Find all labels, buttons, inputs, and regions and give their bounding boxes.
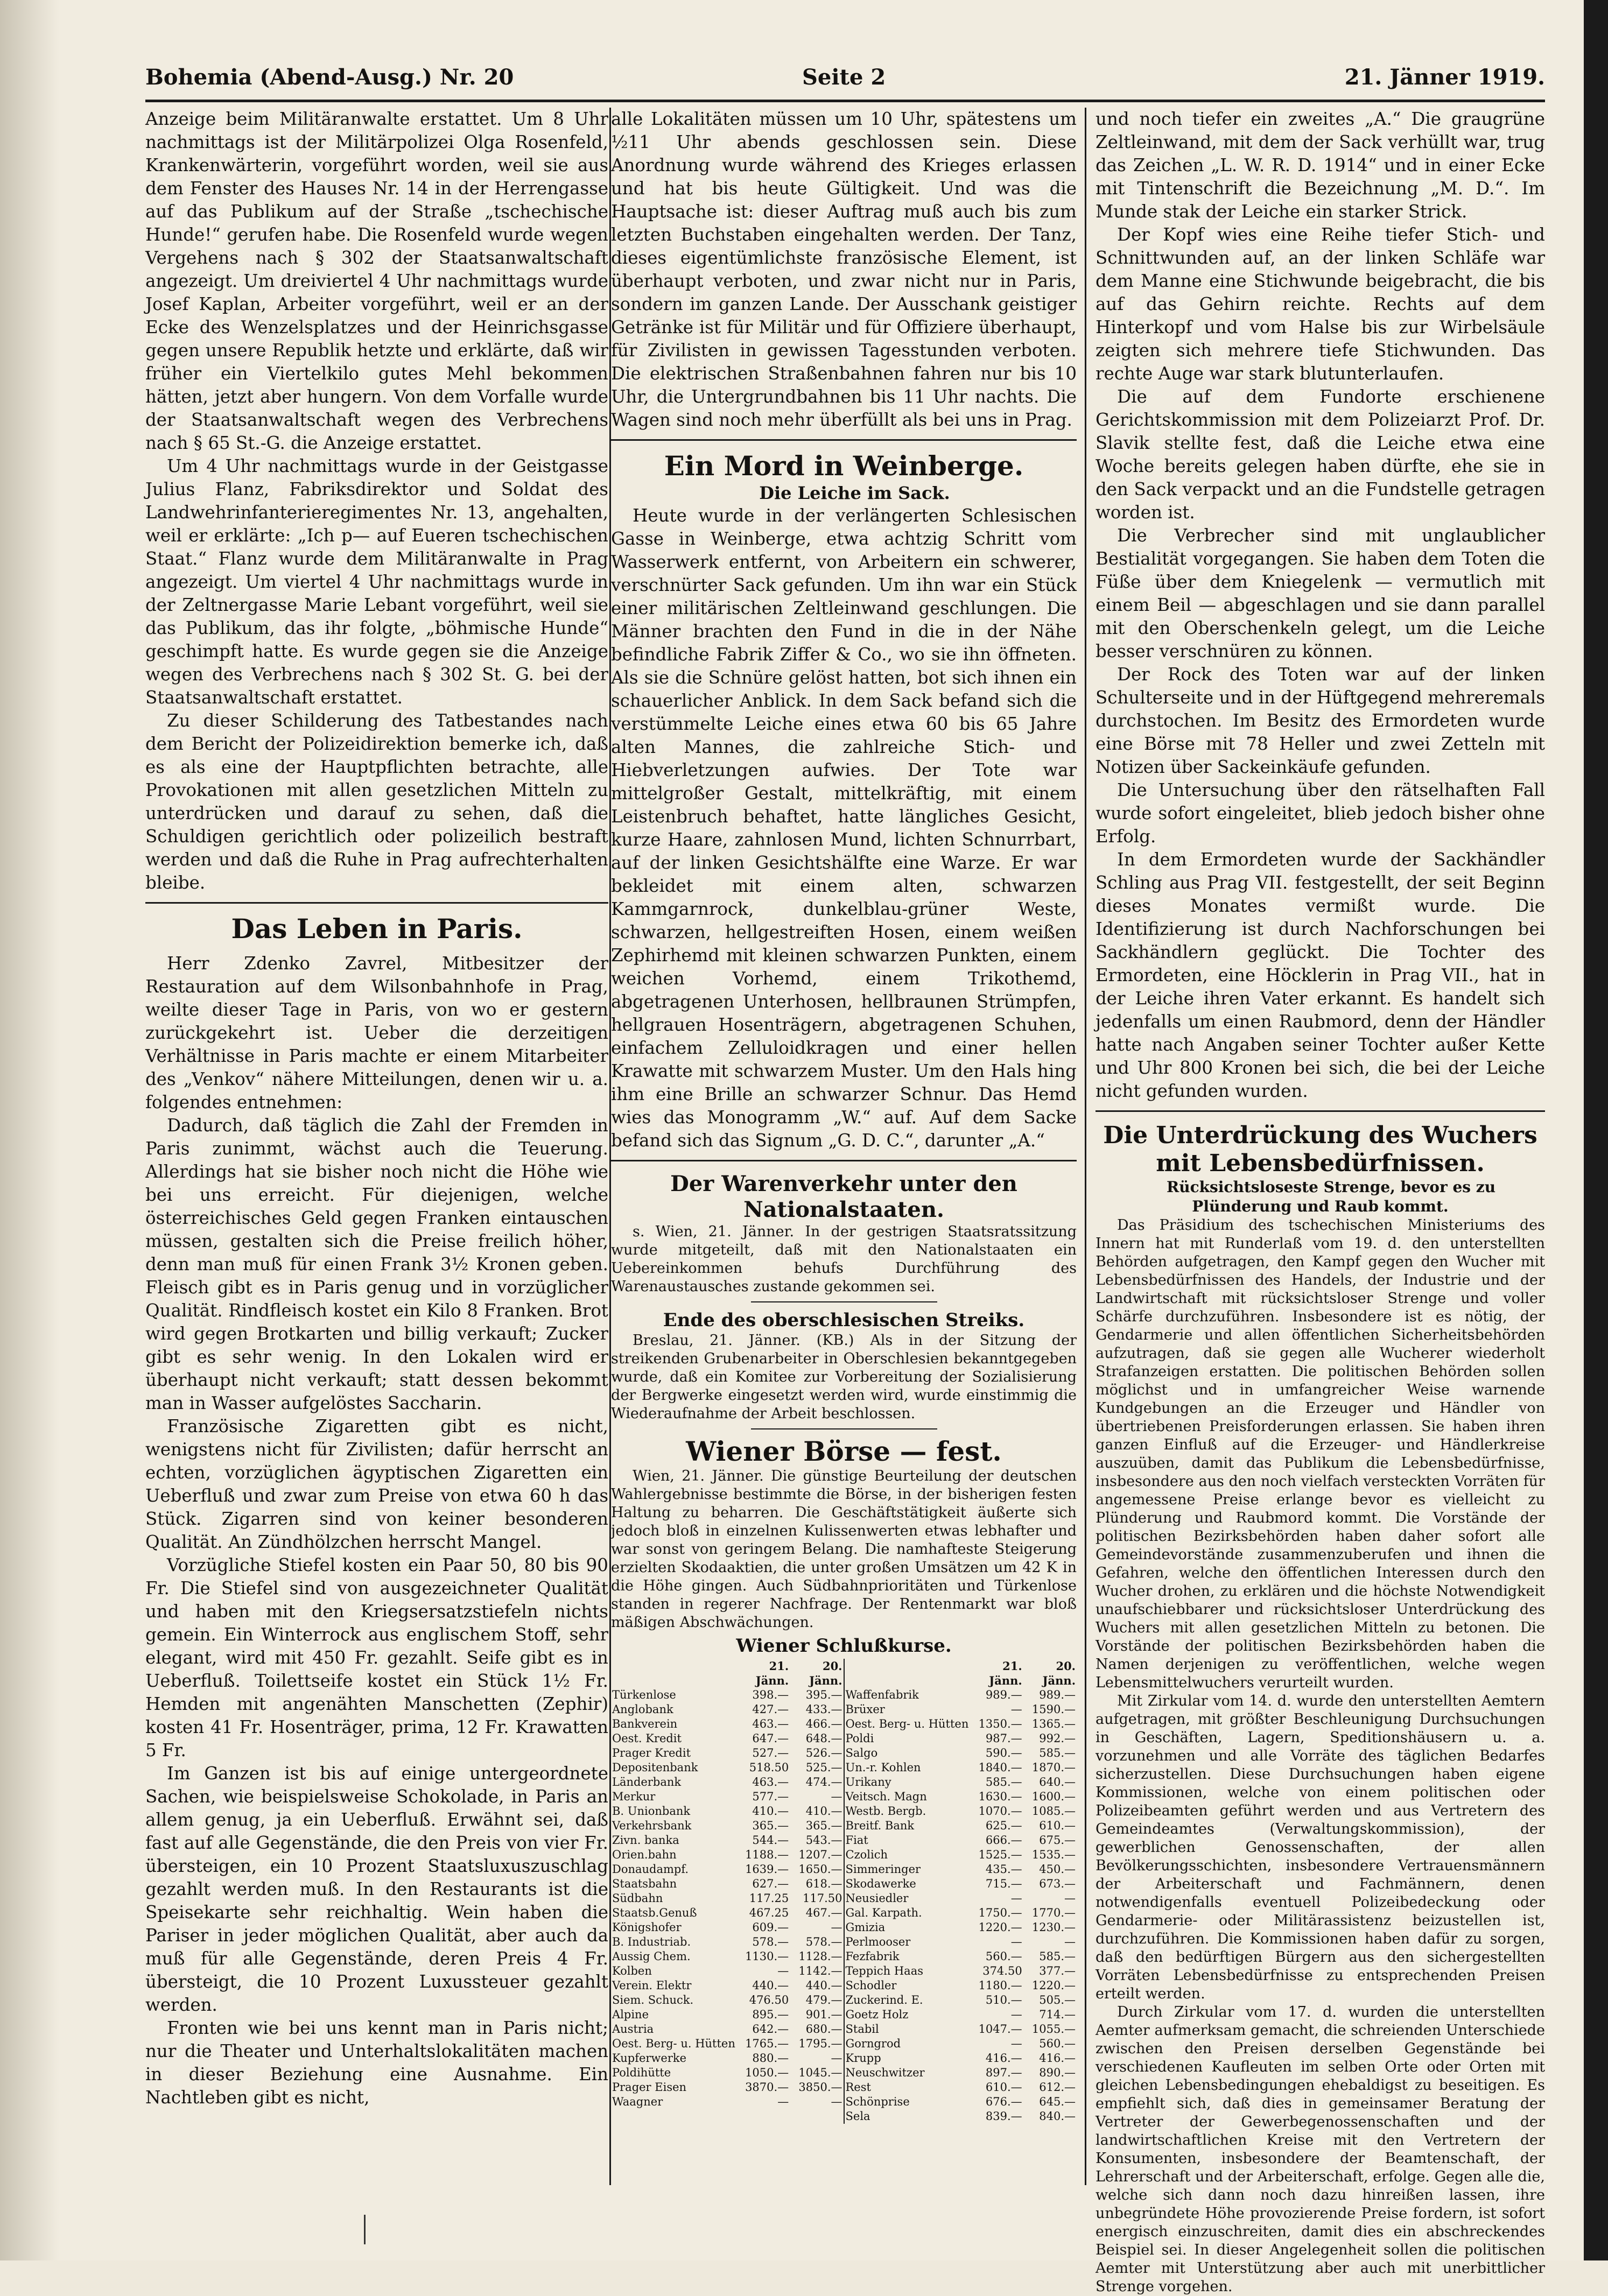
article-paragraph: Das Präsidium des tschechischen Ministeriums des Innern hat mit Runderlaß vom 19. d. den unterstellten Behörden aufgetragen, den Kampf gegen den Wucher mit Lebensbedürfnissen des Handels, der Industrie und der Landwirtschaft mit rücksichtsloser Strenge und voller Schärfe durchzuführen. Insbesondere ist es nötig, der Gendarmerie und allen öffentlichen Sicherheitsbehörden aufzutragen, daß sie gegen alle Wucherer wiederholt Strafanzeigen erstatten. Die politischen Behörden sollen möglichst und in umfangreicher Weise warnende Kundgebungen an die Erzeuger und Händler von übertriebenen Preisforderungen erlassen. Sie haben ihren ganzen Einfluß auf die Erzeuger- und Händlerkreise auszuüben, damit das Publikum die Lebensbedürfnisse, insbesondere aus den noch vielfach versteckten Vorräten für angemessene Preise erlange bevor es vielleicht zu Plünderung und Raubmord kommt. Die Vorstände der politischen Bezirksbehörden haben daher sofort alle Gemeindevorstände zusammenzuberufen und ihnen die Gefahren, welche den öffentlichen Interessen durch den Wucher drohen, zu erklären und die höchste Notwendigkeit unaufschiebbarer und rücksichtsloser Unterdrückung des Wuchers mit allen gesetzlichen Mitteln zu betonen. Die Vorstände der politischen Bezirksbehörden haben die Namen derjenigen zu veröffentlichen, welche wegen Lebensmittelwuchers verurteilt wurden. [1096, 1217, 1545, 1691]
article-paragraph: Französische Zigaretten gibt es nicht, wenigstens nicht für Zivilisten; dafür herrscht an echten, vorzüglichen ägyptischen Zigaretten ein Ueberfluß und zwar zum Preise von etwa 60 h das Stück. Zigarren sind von keiner besonderen Qualität. An Zündhölzchen herrscht Mangel. [145, 1416, 608, 1552]
table-row [611, 2051, 1077, 2066]
table-cell: 510.— [985, 1994, 1022, 2006]
table-row [611, 1790, 1077, 1804]
table-row [611, 2109, 1077, 2124]
table-cell: Depositenbank [612, 1761, 698, 1774]
table-cell: Kupferwerke [612, 2052, 687, 2065]
table-cell: 839.— [985, 2110, 1022, 2123]
table-cell: 714.— [1039, 2008, 1076, 2021]
article-separator [1096, 1110, 1545, 1112]
subheadline-usury: Rücksichtsloseste Strenge, bevor es zu Plünderung und Raub kommt. [1166, 1178, 1496, 1215]
table-cell: 1795.— [798, 2037, 842, 2050]
table-cell: 1350.— [978, 1717, 1022, 1730]
table-cell: 578.— [805, 1935, 842, 1948]
article-paragraph: alle Lokalitäten müssen um 10 Uhr, spätestens um ½11 Uhr abends geschlossen sein. Diese Anordnung wurde während des Krieges erlassen und hat bis heute Gültigkeit. Und was die Hauptsache ist: dieser Auftrag muß auch bis zum letzten Buchstaben eingehalten werden. Der Tanz, dieses eigentümlichste französische Element, ist überhaupt verboten, und zwar nicht nur in Paris, sondern im ganzen Lande. Der Ausschank geistiger Getränke ist für Militär und für Offiziere überhaupt, für Zivilisten in gewissen Tagesstunden verboten. Die elektrischen Straßenbahnen fahren nur bis 10 Uhr, die Untergrundbahnen bis 11 Uhr nachts. Die Wagen sind noch mehr überfüllt als bei uns in Prag. [611, 109, 1077, 430]
table-cell: 897.— [985, 2066, 1022, 2079]
table-cell: Zivn. banka [612, 1834, 679, 1847]
table-cell: 466.— [805, 1717, 842, 1730]
table-cell: Türkenlose [612, 1688, 676, 1701]
table-row [611, 1877, 1077, 1891]
table-cell: 1525.— [978, 1848, 1022, 1861]
table-cell: 479.— [805, 1994, 842, 2006]
header-publication: Bohemia (Abend-Ausg.) Nr. 20 [145, 65, 514, 90]
table-cell: 645.— [1039, 2095, 1076, 2108]
table-row [611, 1848, 1077, 1862]
table-cell: 560.— [1039, 2037, 1076, 2050]
table-cell: Merkur [612, 1790, 656, 1803]
table-cell: Rest [844, 2080, 970, 2095]
article-paragraph: Zu dieser Schilderung des Tatbestandes nach dem Bericht der Polizeidirektion bemerke ich, daß es als eine der Hauptpflichten betrachte, alle Provokationen mit allen gesetzlichen Mitteln zu unterdrücken und darauf zu sehen, daß die Schuldigen gerichtlich oder polizeilich bestraft werden und daß die Ruhe in Prag aufrechterhalten bleibe. [145, 710, 608, 893]
table-cell: Westb. Bergb. [844, 1804, 970, 1819]
table-header-cell: 21. Jänn. [989, 1659, 1022, 1687]
table-cell: 365.— [752, 1819, 789, 1832]
table-row [611, 1891, 1077, 1906]
table-cell: 410.— [752, 1805, 789, 1818]
table-cell: 560.— [985, 1950, 1022, 1963]
table-cell: Alpine [612, 2008, 649, 2021]
table-cell: 1840.— [978, 1761, 1022, 1774]
table-cell: 526.— [805, 1746, 842, 1759]
table-row [611, 1775, 1077, 1790]
table-cell: Aussig Chem. [612, 1950, 691, 1963]
table-cell: 435.— [985, 1863, 1022, 1876]
stock-quotes-table [611, 1659, 1077, 2124]
table-cell: Neusiedler [844, 1891, 970, 1906]
table-cell: Oest. Kredit [612, 1732, 682, 1745]
table-cell: Südbahn [612, 1892, 663, 1905]
table-cell: Un.-r. Kohlen [844, 1760, 970, 1775]
table-cell: 666.— [985, 1834, 1022, 1847]
table-row [611, 1804, 1077, 1819]
scan-mark [364, 2215, 366, 2244]
table-cell: 117.25 [749, 1892, 789, 1905]
table-row [611, 1717, 1077, 1731]
table-cell: 544.— [752, 1834, 789, 1847]
table-cell: 647.— [752, 1732, 789, 1745]
table-row [611, 1760, 1077, 1775]
table-cell: 440.— [805, 1979, 842, 1992]
header-rule [145, 100, 1545, 102]
table-cell: 840.— [1039, 2110, 1076, 2123]
table-cell: — [1010, 2037, 1022, 2050]
table-cell: 467.25 [749, 1906, 789, 1919]
table-cell: Verein. Elektr [612, 1979, 692, 1992]
table-cell: 1220.— [1031, 1979, 1076, 1992]
table-cell: 525.— [805, 1761, 842, 1774]
table-cell: 673.— [1039, 1877, 1076, 1890]
table-row [611, 2095, 1077, 2109]
article-paragraph: Die Verbrecher sind mit unglaublicher Bestialität vorgegangen. Sie haben dem Toten die Füße über dem Kniegelenk — vermutlich mit einem Beil — abgeschlagen und sie dann parallel mit den Oberschenkeln gelegt, um die Leiche besser verschnüren zu können. [1096, 525, 1545, 661]
article-paragraph: Dadurch, daß täglich die Zahl der Fremden in Paris zunimmt, wächst auch die Teuerung. Allerdings hat sie bisher noch nicht die Höhe wie bei uns erreicht. Für diejenigen, welche österreichisches Geld gegen Franken eintauschen müssen, gestalten sich die Preise freilich höher, denn man muß für einen Frank 3½ Kronen geben. Fleisch gibt es in Paris genug und in vorzüglicher Qualität. Rindfleisch kostet ein Kilo 8 Franken. Brot wird gegen Brotkarten und billig verkauft; Zucker gibt es sehr wenig. In den Lokalen wird er überhaupt nicht verkauft; statt dessen bekommt man in Wasser aufgelöstes Saccharin. [145, 1115, 608, 1413]
table-cell: 416.— [1039, 2052, 1076, 2065]
table-cell: Schönprise [844, 2095, 970, 2109]
article-paragraph: Anzeige beim Militäranwalte erstattet. Um 8 Uhr nachmittags ist der Militärpolizei Olga Rosenfeld, Krankenwärterin, vorgeführt worden, weil sie aus dem Fenster des Hauses Nr. 14 in der Herrengasse auf das Publikum auf der Straße „tschechische Hunde!“ gerufen habe. Die Rosenfeld wurde wegen Vergehens nach § 302 der Staatsanwaltschaft angezeigt. Um dreiviertel 4 Uhr nachmittags wurde Josef Kaplan, Arbeiter vorgeführt, weil er an der Ecke des Wenzelsplatzes und der Heinrichsgasse gegen unsere Republik hetzte und erklärte, daß wir früher ein Viertelkilo gutes Mehl bekommen hätten, jetzt aber hungern. Von dem Vorfalle wurde der Staatsanwaltschaft wegen des Verbrechens nach § 65 St.-G. die Anzeige erstattet. [145, 109, 608, 453]
table-cell: 463.— [752, 1776, 789, 1788]
headline-stock-exchange: Wiener Börse — fest. [686, 1435, 1002, 1467]
column-rule-2 [1085, 108, 1086, 2185]
table-cell: 3850.— [798, 2081, 842, 2094]
table-cell: 377.— [1039, 1964, 1076, 1977]
table-cell: Perlmooser [844, 1935, 970, 1949]
headline-usury: Die Unterdrückung des Wuchers mit Lebensbedürfnissen. [1103, 1122, 1537, 1177]
table-cell: 1639.— [745, 1863, 789, 1876]
table-cell: 1047.— [978, 2023, 1022, 2036]
table-cell: Sela [844, 2109, 970, 2124]
table-cell: Bankverein [612, 1717, 678, 1730]
table-cell: — [831, 1790, 842, 1803]
table-cell: 880.— [752, 2052, 789, 2065]
table-cell: 1590.— [1031, 1703, 1076, 1716]
table-cell: 585.— [1039, 1950, 1076, 1963]
table-cell: Brüxer [844, 1702, 970, 1717]
table-cell: Siem. Schuck. [612, 1994, 694, 2006]
table-cell: 416.— [985, 2052, 1022, 2065]
table-cell: Oest. Berg- u. Hütten [844, 1717, 970, 1731]
table-cell: 398.— [752, 1688, 789, 1701]
table-row [611, 1688, 1077, 1702]
table-header-cell: 20. Jänn. [1042, 1659, 1076, 1687]
article-separator [751, 1428, 937, 1429]
table-cell [611, 2109, 736, 2124]
table-cell: 676.— [985, 2095, 1022, 2108]
article-paragraph: Heute wurde in der verlängerten Schlesischen Gasse in Weinberge, etwa achtzig Schritt vom Wasserwerk entfernt, von Arbeitern ein schwerer, verschnürter Sack gefunden. Um ihn war ein Stück einer militärischen Zeltleinwand geschlungen. Die Männer brachten den Fund in die in der Nähe befindliche Fabrik Ziffer & Co., wo sie ihn öffneten. Als sie die Schnüre gelöst hatten, bot sich ihnen ein schauerlicher Anblick. In dem Sack befand sich die verstümmelte Leiche eines etwa 60 bis 65 Jahre alten Mannes, die zahlreiche Stich- und Hiebverletzungen aufwies. Der Tote war mittelgroßer Gestalt, mittelkräftig, mit einem Leistenbruch behaftet, hatte längliches Gesicht, kurze Haare, zahnlosen Mund, lichten Schnurrbart, auf der linken Gesichtshälfte eine Warze. Er war bekleidet mit einem alten, schwarzen Kammgarnrock, dunkelblau-grüner Weste, schwarzen, hellgestreiften Hosen, einem weißen Zephirhemd mit kleinen schwarzen Punkten, einem weichen Vorhemd, einem Trikothemd, abgetragenen Unterhosen, hellbraunen Strümpfen, hellgrauen Hosenträgern, abgetragenen Schuhen, einfachem Zelluloidkragen und einer hellen Krawatte mit schwarzem Muster. Um den Hals hing ihm eine Brille an schwarzer Schnur. Das Hemd wies das Monogramm „W.“ auf. Auf dem Sacke befand sich das Signum „G. D. C.“, darunter „A.“ [611, 505, 1077, 1151]
column-1 [145, 108, 608, 2185]
table-cell: 618.— [805, 1877, 842, 1890]
article-paragraph: In dem Ermordeten wurde der Sackhändler Schling aus Prag VII. festgestellt, der seit Beginn dieses Monates vermißt wurde. Die Identifizierung ist durch Nachforschungen bei Sackhändlern geglückt. Die Tochter des Ermordeten, eine Höcklerin in Prag VII., hat in der Leiche ihren Vater erkannt. Es handelt sich jedenfalls um einen Raubmord, denn der Händler hatte nach Angaben seiner Tochter außer Kette und Uhr 800 Kronen bei sich, die bei der Leiche nicht gefunden wurden. [1096, 849, 1545, 1101]
table-cell: 1750.— [978, 1906, 1022, 1919]
table-row [611, 1819, 1077, 1833]
table-cell: 117.50 [803, 1892, 842, 1905]
table-cell: — [1010, 1935, 1022, 1948]
table-cell: Goetz Holz [844, 2008, 970, 2022]
table-cell: 1130.— [745, 1950, 789, 1963]
table-cell: Skodawerke [844, 1877, 970, 1891]
table-cell: 895.— [752, 2008, 789, 2021]
table-row [611, 1964, 1077, 1978]
article-paragraph: s. Wien, 21. Jänner. In der gestrigen Staatsratssitzung wurde mitgeteilt, daß mit den Nationalstaaten ein Uebereinkommen behufs Durchführung des Warenaustausches zustande gekommen sei. [611, 1223, 1077, 1295]
table-cell: Kolben [612, 1964, 652, 1977]
table-cell: 715.— [985, 1877, 1022, 1890]
table-cell: Orien.bahn [612, 1848, 677, 1861]
table-cell: 610.— [985, 2081, 1022, 2094]
table-cell: 1128.— [798, 1950, 842, 1963]
table-cell: Prager Kredit [612, 1746, 691, 1759]
table-cell: — [777, 1964, 789, 1977]
article-separator [751, 1301, 937, 1302]
article-paragraph: Durch Zirkular vom 17. d. wurden die unterstellten Aemter aufmerksam gemacht, die schreienden Unterschiede zwischen den Preisen derselben Gegenstände bei verschiedenen Kaufleuten im selben Orte oder Orten mit gleichen Lebensbedingungen ehebaldigst zu beseitigen. Es empfiehlt sich, daß dies in gemeinsamer Beratung der Vertreter der Gewerbegenossenschaften und der landwirtschaftlichen Kreise mit den Vertretern der Konsumenten, insbesondere der Beamtenschaft, der Lehrerschaft und der Arbeiterschaft, erfolge. Gegen alle die, welche sich dann noch dazu hinreißen lassen, ihre unbegründete Höhe provozierende Preise fordern, ist sofort energisch einzuschreiten, damit dies ein abschreckendes Beispiel sei. In dieser Angelegenheit sollen die politischen Aemter mit Unterstützung aber auch mit unerbittlicher Strenge vorgehen. [1096, 2004, 1545, 2295]
table-cell: Königshofer [612, 1921, 682, 1934]
table-cell: 901.— [805, 2008, 842, 2021]
header-page-number: Seite 2 [802, 65, 886, 90]
table-cell: Gal. Karpath. [844, 1906, 970, 1920]
table-cell: 467.— [805, 1906, 842, 1919]
table-cell: 989.— [985, 1688, 1022, 1701]
table-row [611, 1746, 1077, 1760]
table-cell: B. Unionbank [612, 1805, 691, 1818]
table-header-cell: 21. Jänn. [755, 1659, 789, 1687]
table-cell: Schodler [844, 1978, 970, 1993]
article-paragraph: Die Untersuchung über den rätselhaften Fall wurde sofort eingeleitet, blieb jedoch bisher ohne Erfolg. [1096, 780, 1545, 847]
table-cell: 433.— [805, 1703, 842, 1716]
header-date: 21. Jänner 1919. [1344, 65, 1545, 90]
table-cell: — [777, 2095, 789, 2108]
table-cell: 1230.— [1031, 1921, 1076, 1934]
subheadline-murder: Die Leiche im Sack. [759, 483, 950, 503]
table-cell: 1055.— [1031, 2023, 1076, 2036]
article-paragraph: Im Ganzen ist bis auf einige untergeordnete Sachen, wie beispielsweise Schokolade, in Paris an allem genug, ja ein Ueberfluß. Erwähnt sei, daß fast auf alle Gegenstände, die den Preis von vier Fr. übersteigen, ein 10 Prozent Staatsluxuszuschlag gezahlt werden muß. In den Restaurants ist die Speisekarte sehr reichhaltig. Wein haben die Pariser in jeder möglichen Qualität, aber auch da muß für alle Gegenstände, deren Preis 4 Fr. übersteigt, die 10 Prozent Luxussteuer gezahlt werden. [145, 1763, 608, 2015]
table-cell: Prager Eisen [612, 2081, 687, 2094]
table-cell: 640.— [1039, 1776, 1076, 1788]
table-cell: Staatsbahn [612, 1877, 677, 1890]
table-cell: 612.— [1039, 2081, 1076, 2094]
table-cell: Gorngrod [844, 2037, 970, 2051]
article-separator [611, 439, 1077, 441]
table-cell: Waagner [612, 2095, 663, 2108]
table-cell: 365.— [805, 1819, 842, 1832]
table-cell: 1650.— [798, 1863, 842, 1876]
table-cell [790, 2109, 844, 2124]
table-cell: 543.— [805, 1834, 842, 1847]
table-cell: Fezfabrik [844, 1949, 970, 1964]
table-cell: 1870.— [1031, 1761, 1076, 1774]
table-cell: 410.— [805, 1805, 842, 1818]
table-cell: 1600.— [1031, 1790, 1076, 1803]
table-cell: Oest. Berg- u. Hütten [612, 2037, 735, 2050]
table-row [611, 1862, 1077, 1877]
article-paragraph: Vorzügliche Stiefel kosten ein Paar 50, 80 bis 90 Fr. Die Stiefel sind von ausgezeichneter Qualität und haben mit den Kriegsersatzstiefeln nichts gemein. Ein Winterrock aus englischem Stoff, sehr elegant, wird mit 450 Fr. gezahlt. Seife gibt es in Ueberfluß. Toilettseife kostet ein Stück 1½ Fr. Hemden mit angenähten Manschetten (Zephir) kosten 41 Fr. Hosenträger, prima, 12 Fr. Krawatten 5 Fr. [145, 1555, 608, 1760]
article-paragraph: Die auf dem Fundorte erschienene Gerichtskommission mit dem Polizeiarzt Prof. Dr. Slavik stellte fest, daß die Leiche etwa eine Woche bereits gelegen haben dürfte, ehe sie in den Sack verpackt und an die Fundstelle getragen worden ist. [1096, 386, 1545, 523]
table-row [611, 1978, 1077, 1993]
table-cell: 585.— [985, 1776, 1022, 1788]
table-cell: 642.— [752, 2023, 789, 2036]
table-cell: 1770.— [1031, 1906, 1076, 1919]
table-cell: Donaudampf. [612, 1863, 689, 1876]
table-cell: Länderbank [612, 1776, 682, 1788]
table-cell: 1045.— [798, 2066, 842, 2079]
article-paragraph: und noch tiefer ein zweites „A.“ Die graugrüne Zeltleinwand, mit dem der Sack verhüllt war, trug das Zeichen „L. W. R. D. 1914“ und in einer Ecke mit Tintenschrift die Bezeichnung „M. D.“. Im Munde stak der Leiche ein starker Strick. [1096, 109, 1545, 222]
table-row [611, 1935, 1077, 1949]
table-cell: — [831, 1921, 842, 1934]
table-cell: Urikany [844, 1775, 970, 1790]
article-paragraph: Fronten wie bei uns kennt man in Paris nicht; nur die Theater und Unterhaltslokalitäten machen in dieser Beziehung eine Ausnahme. Ein Nachtleben gibt es nicht, [145, 2018, 608, 2108]
table-cell: Verkehrsbank [612, 1819, 692, 1832]
table-cell: 625.— [985, 1819, 1022, 1832]
table-cell: — [1010, 1703, 1022, 1716]
article-paragraph: Wien, 21. Jänner. Die günstige Beurteilung der deutschen Wahlergebnisse bestimmte die Börse, in der bisherigen festen Haltung zu beharren. Die Geschäftstätigkeit äußerte sich jedoch bloß in einzelnen Kulissenwerten etwas lebhafter und war sonst von geringem Belang. Die namhafteste Steigerung erzielten Skodaaktien, die unter großen Umsätzen um 42 K in die Höhe gingen. Auch Südbahnprioritäten und Türkenlose standen in regerer Nachfrage. Der Rentenmarkt war bloß mäßigen Abschwächungen. [611, 1468, 1077, 1631]
table-cell: 527.— [752, 1746, 789, 1759]
page-header [145, 65, 1545, 97]
table-header-cell: 20. Jänn. [809, 1659, 842, 1687]
table-cell: 1070.— [978, 1805, 1022, 1818]
table-cell: 1365.— [1031, 1717, 1076, 1730]
table-cell: — [1010, 1892, 1022, 1905]
table-cell: 1765.— [745, 2037, 789, 2050]
article-separator [611, 1160, 1077, 1161]
table-cell: — [1064, 1935, 1076, 1948]
headline-trade: Der Warenverkehr unter den Nationalstaaten. [670, 1171, 1017, 1222]
article-paragraph: Breslau, 21. Jänner. (KB.) Als in der Sitzung der streikenden Grubenarbeiter in Oberschlesien bekanntgegeben wurde, daß ein Komitee zur Vorbereitung der Sozialisierung der Bergwerke eingesetzt werden wird, wurde einstimmig die Wiederaufnahme der Arbeit beschlossen. [611, 1332, 1077, 1422]
table-cell: Veitsch. Magn [844, 1790, 970, 1804]
table-cell: Anglobank [612, 1703, 673, 1716]
table-cell: 987.— [985, 1732, 1022, 1745]
table-title: Wiener Schlußkurse. [736, 1635, 952, 1657]
table-cell: Neuschwitzer [844, 2066, 970, 2080]
headline-murder: Ein Mord in Weinberge. [664, 450, 1024, 482]
table-cell: Breitf. Bank [844, 1819, 970, 1833]
table-row [611, 1731, 1077, 1746]
table-cell: Poldihütte [612, 2066, 671, 2079]
table-cell: — [1064, 1892, 1076, 1905]
table-cell: — [1010, 2008, 1022, 2021]
table-cell: Stabil [844, 2022, 970, 2037]
table-cell: 1220.— [978, 1921, 1022, 1934]
table-cell: B. Industriab. [612, 1935, 691, 1948]
table-cell: 992.— [1039, 1732, 1076, 1745]
table-cell: Staatsb.Genuß [612, 1906, 697, 1919]
table-row [611, 1920, 1077, 1935]
table-cell: Krupp [844, 2051, 970, 2066]
table-cell: 890.— [1039, 2066, 1076, 2079]
table-cell: 610.— [1039, 1819, 1076, 1832]
table-cell: 427.— [752, 1703, 789, 1716]
table-cell: 1142.— [798, 1964, 842, 1977]
table-cell: 474.— [805, 1776, 842, 1788]
table-cell: 590.— [985, 1746, 1022, 1759]
table-row [611, 1833, 1077, 1848]
article-paragraph: Der Kopf wies eine Reihe tiefer Stich- und Schnittwunden auf, an der linken Schläfe war dem Manne eine Stichwunde beigebracht, die bis auf das Gehirn reichte. Rechts auf dem Hinterkopf und vom Halse bis zur Wirbelsäule zeigten sich mehrere tiefe Stichwunden. Das rechte Auge war stark blutunterlaufen. [1096, 224, 1545, 384]
table-cell: 395.— [805, 1688, 842, 1701]
table-cell: — [831, 2095, 842, 2108]
table-cell: 989.— [1039, 1688, 1076, 1701]
article-paragraph: Um 4 Uhr nachmittags wurde in der Geistgasse Julius Flanz, Fabriksdirektor und Soldat des Landwehrinfanterieregimentes Nr. 13, angehalten, weil er erklärte: „Ich p— auf Eueren tschechischen Staat.“ Flanz wurde dem Militäranwalte in Prag angezeigt. Um viertel 4 Uhr nachmittags wurde in der Zeltnergasse Marie Lebant vorgeführt, weil sie das Publikum, das ihr folgte, „böhmische Hunde“ geschimpft hatte. Es wurde gegen sie die Anzeige wegen des Verbrechens nach § 302 St. G. bei der Staatsanwaltschaft erstattet. [145, 456, 608, 708]
table-cell: 680.— [805, 2023, 842, 2036]
table-cell: Salgo [844, 1746, 970, 1760]
table-header-cell [611, 1659, 736, 1688]
table-header-cell [844, 1659, 970, 1688]
table-row [611, 1906, 1077, 1920]
table-cell: 450.— [1039, 1863, 1076, 1876]
table-cell: 578.— [752, 1935, 789, 1948]
headline-paris: Das Leben in Paris. [231, 913, 523, 945]
table-row [611, 2037, 1077, 2051]
article-paragraph: Mit Zirkular vom 14. d. wurde den unterstellten Aemtern aufgetragen, mit größter Beschleunigung Durchsuchungen in Geschäften, Lagern, Speditionshäusern u. a. vorzunehmen und alle Vorräte des täglichen Bedarfes sicherzustellen. Diese Durchsuchungen haben eigene Kommissionen, welche von einem politischen oder Polizeibeamten geführt werden und aus Vertretern des Gemeindeamtes (Verwaltungskommission), der gewerblichen Genossenschaften, der allen Bevölkerungsschichten, insbesondere Vertrauensmännern der Arbeiterschaft und Fachmännern, denen notwendigenfalls eventuell Polizeibedeckung oder Gendarmerie- oder Militärassistenz beizustellen ist, durchzuführen. Die Kommissionen haben dafür zu sorgen, daß den bedürftigen Bürgern aus den sichergestellten Vorräten Lebensbedürfnisse zu entsprechenden Preisen erteilt werden. [1096, 1693, 1545, 2002]
table-cell: 1180.— [978, 1979, 1022, 1992]
headline-strike: Ende des oberschlesischen Streiks. [663, 1309, 1025, 1331]
article-separator [145, 902, 608, 904]
table-cell: 3870.— [745, 2081, 789, 2094]
table-cell: — [831, 2052, 842, 2065]
table-row [611, 1949, 1077, 1964]
table-row [611, 2008, 1077, 2022]
table-cell: 505.— [1039, 1994, 1076, 2006]
table-cell: 577.— [752, 1790, 789, 1803]
table-cell: Poldi [844, 1731, 970, 1746]
table-cell: 374.50 [982, 1964, 1022, 1977]
table-cell: 1050.— [745, 2066, 789, 2079]
table-cell: 627.— [752, 1877, 789, 1890]
table-cell: 648.— [805, 1732, 842, 1745]
table-cell [736, 2109, 790, 2124]
column-2 [611, 108, 1077, 2185]
table-row [611, 1993, 1077, 2008]
table-row [611, 2080, 1077, 2095]
table-cell: Fiat [844, 1833, 970, 1848]
table-cell: 1188.— [745, 1848, 789, 1861]
table-row [611, 1702, 1077, 1717]
table-cell: Waffenfabrik [844, 1688, 970, 1702]
article-paragraph: Der Rock des Toten war auf der linken Schulterseite und in der Hüftgegend mehreremals durchstochen. Im Besitz des Ermordeten wurde eine Börse mit 78 Heller und zwei Zetteln mit Notizen über Sackeinkäufe gefunden. [1096, 664, 1545, 777]
table-cell: 1207.— [798, 1848, 842, 1861]
article-paragraph: Herr Zdenko Zavrel, Mitbesitzer der Restauration auf dem Wilsonbahnhofe in Prag, weilte dieser Tage in Paris, von wo er gestern zurückgekehrt ist. Ueber die derzeitigen Verhältnisse in Paris machte er einem Mitarbeiter des „Venkov“ nähere Mitteilungen, denen wir u. a. folgendes entnehmen: [145, 953, 608, 1112]
column-3 [1096, 108, 1545, 2295]
table-cell: 440.— [752, 1979, 789, 1992]
table-cell: Austria [612, 2023, 654, 2036]
table-cell: 1085.— [1031, 1805, 1076, 1818]
table-row [611, 2066, 1077, 2080]
table-cell: Gmizia [844, 1920, 970, 1935]
table-cell: 585.— [1039, 1746, 1076, 1759]
table-cell: 476.50 [749, 1994, 789, 2006]
table-cell: Teppich Haas [844, 1964, 970, 1978]
table-cell: Zuckerind. E. [844, 1993, 970, 2008]
table-cell: 463.— [752, 1717, 789, 1730]
scan-edge-right [1584, 0, 1608, 2260]
scan-edge-left [0, 0, 59, 2260]
table-row [611, 2022, 1077, 2037]
table-cell: 609.— [752, 1921, 789, 1934]
table-cell: 518.50 [749, 1761, 789, 1774]
table-cell: Simmeringer [844, 1862, 970, 1877]
table-cell: Czolich [844, 1848, 970, 1862]
table-cell: 1630.— [978, 1790, 1022, 1803]
table-cell: 1535.— [1031, 1848, 1076, 1861]
table-cell: 675.— [1039, 1834, 1076, 1847]
